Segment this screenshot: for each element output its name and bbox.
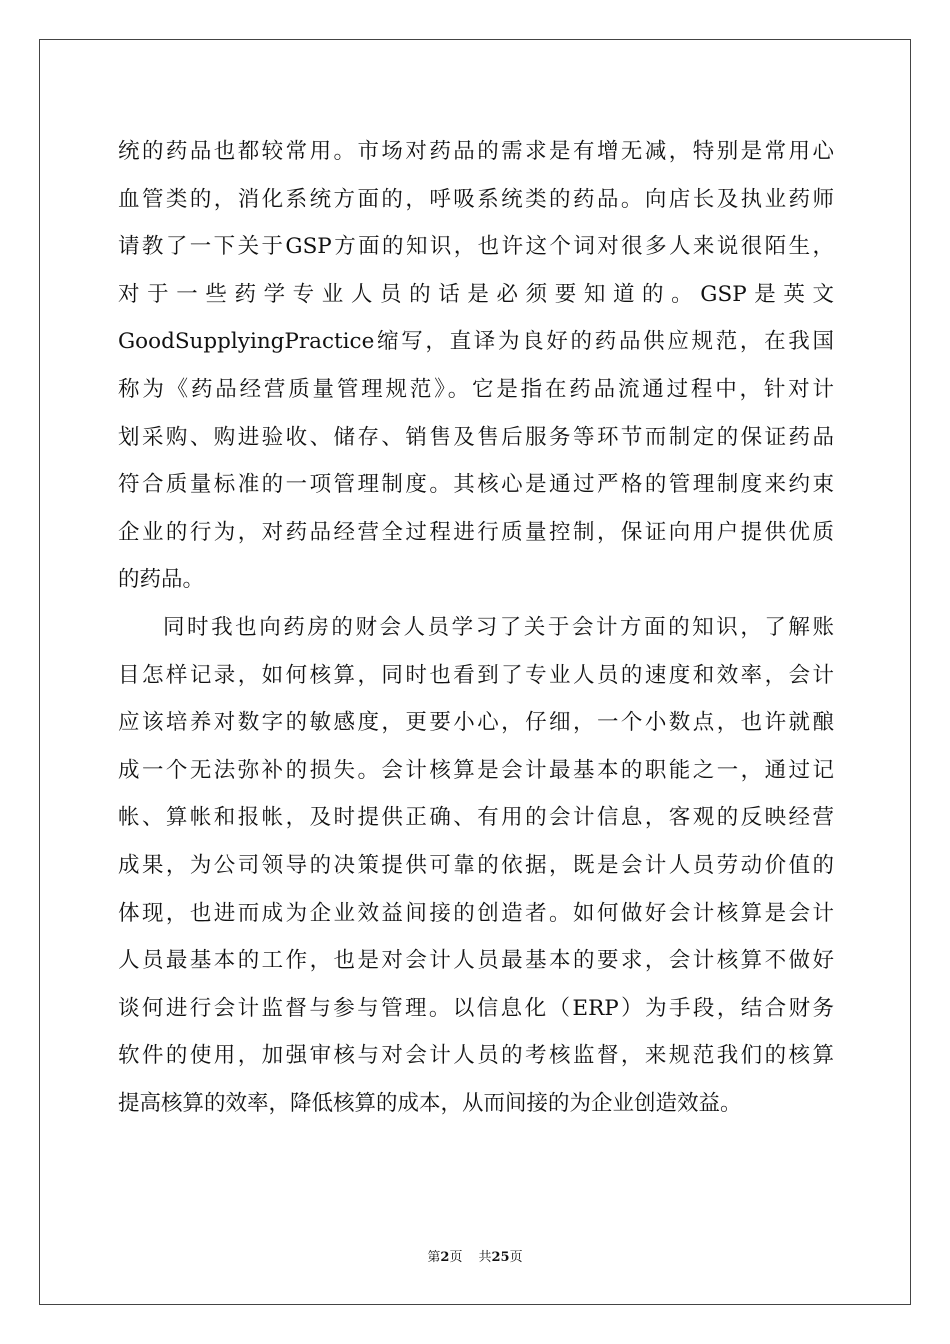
text-line: 成一个无法弥补的损失。会计核算是会计最基本的职能之一，通过记 <box>118 757 834 783</box>
text-line: 企业的行为，对药品经营全过程进行质量控制，保证向用户提供优质 <box>118 519 834 545</box>
page-suffix: 页 <box>449 1250 463 1265</box>
text-line: 谈何进行会计监督与参与管理。以信息化（ERP）为手段，结合财务 <box>118 995 834 1021</box>
page-number: 2 <box>440 1250 450 1265</box>
text-line: 同时我也向药房的财会人员学习了关于会计方面的知识，了解账 <box>163 614 834 640</box>
text-line: 软件的使用，加强审核与对会计人员的考核监督，来规范我们的核算 <box>118 1043 834 1069</box>
page-footer <box>0 1248 950 1268</box>
total-suffix: 页 <box>509 1250 523 1265</box>
text-line: 符合质量标准的一项管理制度。其核心是通过严格的管理制度来约束 <box>118 472 834 498</box>
text-line: GoodSupplyingPractice缩写，直译为良好的药品供应规范，在我国 <box>118 329 834 355</box>
paragraph-2 <box>118 604 834 1128</box>
total-pages-indicator <box>478 1250 522 1265</box>
text-line: 血管类的，消化系统方面的，呼吸系统类的药品。向店长及执业药师 <box>118 186 834 212</box>
text-line: 人员最基本的工作，也是对会计人员最基本的要求，会计核算不做好 <box>118 948 834 974</box>
text-line: 应该培养对数字的敏感度，更要小心，仔细，一个小数点，也许就酿 <box>118 710 834 736</box>
text-line: 目怎样记录，如何核算，同时也看到了专业人员的速度和效率，会计 <box>118 662 834 688</box>
text-line: 称为《药品经营质量管理规范》。它是指在药品流通过程中，针对计 <box>118 376 834 402</box>
text-line: 帐、算帐和报帐，及时提供正确、有用的会计信息，客观的反映经营 <box>118 805 834 831</box>
page-indicator <box>427 1250 462 1265</box>
paragraph-1 <box>118 128 834 604</box>
document-body <box>118 128 834 1127</box>
total-pages: 25 <box>491 1250 510 1265</box>
text-line: 的药品。 <box>118 567 205 593</box>
text-line: 划采购、购进验收、储存、销售及售后服务等环节而制定的保证药品 <box>118 424 834 450</box>
text-line: 体现，也进而成为企业效益间接的创造者。如何做好会计核算是会计 <box>118 900 834 926</box>
text-line: 对于一些药学专业人员的话是必须要知道的。GSP是英文 <box>118 281 834 307</box>
text-line: 提高核算的效率，降低核算的成本，从而间接的为企业创造效益。 <box>118 1090 742 1116</box>
text-line: 统的药品也都较常用。市场对药品的需求是有增无减，特别是常用心 <box>118 139 834 164</box>
total-prefix: 共 <box>478 1250 492 1265</box>
text-line: 成果，为公司领导的决策提供可靠的依据，既是会计人员劳动价值的 <box>118 852 834 878</box>
page-prefix: 第 <box>427 1250 441 1265</box>
text-line: 请教了一下关于GSP方面的知识，也许这个词对很多人来说很陌生， <box>118 234 834 260</box>
